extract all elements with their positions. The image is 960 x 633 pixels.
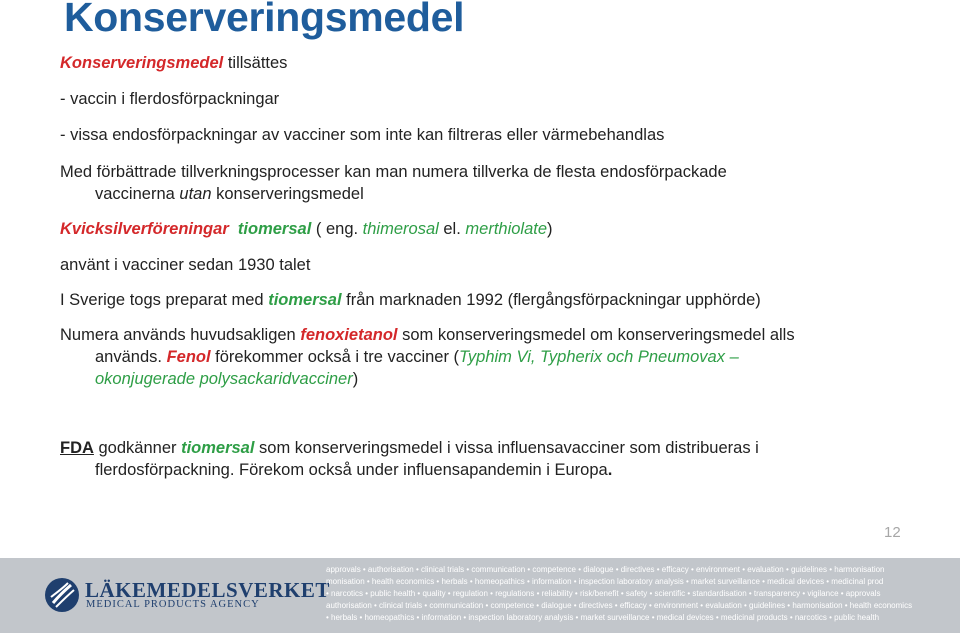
text: I Sverige togs preparat med bbox=[60, 291, 269, 309]
term-fenoxietanol: fenoxietanol bbox=[300, 326, 398, 344]
term-tiomersal: tiomersal bbox=[268, 291, 342, 309]
term-konserveringsmedel: Konserveringsmedel bbox=[60, 54, 224, 72]
footer-ticker-line: monisation • health economics • herbals • homeopathics • information • inspection laboratory analysis • market surveillance • medical devices • medicinal prod bbox=[326, 577, 884, 586]
text: Numera används huvudsakligen bbox=[60, 326, 301, 344]
term-kvicksilverforeningar: Kvicksilverföreningar bbox=[60, 220, 229, 238]
footer-ticker-line: • herbals • homeopathics • information • inspection laboratory analysis • market surveillance • medical devices • medicinal products • narcotics • public health bbox=[326, 613, 880, 622]
term-tiomersal: tiomersal bbox=[181, 439, 255, 457]
slide-title: Konserveringsmedel bbox=[64, 0, 465, 40]
line-preservatives-added bbox=[60, 54, 287, 73]
text: som konserveringsmedel i vissa influensavacciner som distribueras i bbox=[254, 439, 759, 457]
term-okonjugerade: okonjugerade polysackaridvacciner bbox=[95, 370, 353, 388]
vaccine-names: Typhim Vi, Typherix och Pneumovax – bbox=[459, 348, 739, 366]
line-fenoxietanol bbox=[60, 326, 795, 345]
text: konserveringsmedel bbox=[211, 185, 364, 203]
text: el. bbox=[438, 220, 466, 238]
footer-ticker-line: approvals • authorisation • clinical trials • communication • competence • dialogue • directives • efficacy • environment • evaluation • guidelines • harmonisation bbox=[326, 565, 885, 574]
term-thimerosal: thimerosal bbox=[362, 220, 439, 238]
line-polysaccharide bbox=[95, 370, 358, 389]
logo-subtitle: MEDICAL PRODUCTS AGENCY bbox=[86, 599, 260, 610]
text: används. bbox=[95, 348, 167, 366]
line-single-dose: - vissa endosförpackningar av vacciner som inte kan filtreras eller värmebehandlas bbox=[60, 126, 665, 144]
line-mercury-compounds bbox=[60, 220, 553, 239]
logo-name: LÄKEMEDELSVERKET bbox=[85, 578, 330, 602]
line-since-1930: använt i vacciner sedan 1930 talet bbox=[60, 256, 311, 274]
text: flerdosförpackning. Förekom också under influensapandemin i Europa bbox=[95, 461, 608, 479]
text: tillsättes bbox=[223, 54, 288, 72]
line-fda bbox=[60, 439, 759, 458]
line-fenol bbox=[95, 348, 739, 367]
text: förekommer också i tre vacciner ( bbox=[210, 348, 460, 366]
footer-band bbox=[0, 558, 960, 633]
footer-ticker-line: authorisation • clinical trials • communication • competence • dialogue • directives • efficacy • environment • evaluation • guidelines • harmonisation • health economics bbox=[326, 601, 913, 610]
fda-link[interactable]: FDA bbox=[60, 439, 94, 457]
term-merthiolate: merthiolate bbox=[465, 220, 548, 238]
line-sweden-1992 bbox=[60, 291, 761, 310]
line-manufacturing: Med förbättrade tillverkningsprocesser kan man numera tillverka de flesta endosförpackade bbox=[60, 163, 727, 181]
text: från marknaden 1992 (flergångsförpackningar upphörde) bbox=[341, 291, 761, 309]
text: ) bbox=[352, 370, 359, 388]
line-multidose: - vaccin i flerdosförpackningar bbox=[60, 90, 280, 108]
line-manufacturing-cont bbox=[95, 185, 364, 204]
page-number: 12 bbox=[884, 524, 901, 541]
text: ) bbox=[547, 220, 553, 238]
text: ( eng. bbox=[311, 220, 363, 238]
lakemedelsverket-logo-icon bbox=[44, 577, 80, 613]
text: som konserveringsmedel om konserveringsmedel alls bbox=[397, 326, 795, 344]
footer-ticker-line: • narcotics • public health • quality • regulation • regulations • reliability • risk/benefit • safety • scientific • standardisation • transparency • vigilance • approvals bbox=[326, 589, 881, 598]
term-tiomersal: tiomersal bbox=[237, 220, 312, 238]
text: godkänner bbox=[93, 439, 182, 457]
term-fenol: Fenol bbox=[166, 348, 211, 366]
line-fda-cont bbox=[95, 461, 612, 480]
text-utan: utan bbox=[179, 185, 212, 203]
text: . bbox=[607, 461, 613, 479]
text: vaccinerna bbox=[95, 185, 180, 203]
